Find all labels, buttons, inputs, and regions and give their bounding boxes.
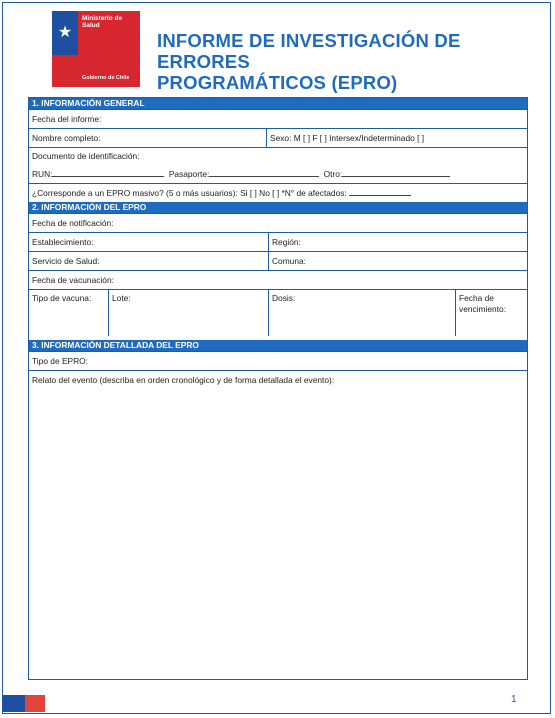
- section-3-heading: 3. INFORMACIÓN DETALLADA DEL EPRO: [29, 340, 527, 351]
- pasaporte-input-line[interactable]: [209, 167, 319, 177]
- relato-field[interactable]: [29, 370, 527, 679]
- region-field[interactable]: [268, 233, 527, 251]
- dosis-label: Dosis:: [272, 293, 296, 303]
- logo-line2: Salud: [82, 22, 100, 29]
- page-title: [157, 30, 537, 93]
- logo-red-block: [52, 55, 78, 87]
- fecha-informe-field[interactable]: [29, 109, 527, 128]
- fecha-vacunacion-label: Fecha de vacunación:: [32, 275, 114, 285]
- epro-form: [28, 97, 528, 680]
- tipo-vacuna-field[interactable]: [29, 290, 108, 336]
- region-label: Región:: [272, 237, 301, 247]
- tipo-vacuna-label: Tipo de vacuna:: [32, 293, 92, 303]
- documento-row: [29, 147, 527, 165]
- otro-input-line[interactable]: [342, 167, 450, 177]
- masivo-row: [29, 183, 527, 202]
- otro-label: Otro:: [323, 169, 343, 179]
- ministerio-logo: [52, 11, 140, 87]
- servicio-row: [29, 251, 527, 270]
- logo-line1: Ministerio de: [82, 15, 123, 22]
- establecimiento-row: [29, 232, 527, 251]
- section-1-heading: 1. INFORMACIÓN GENERAL: [29, 98, 527, 109]
- sexo-field[interactable]: [266, 129, 527, 147]
- nombre-label: Nombre completo:: [32, 133, 101, 143]
- establecimiento-field[interactable]: [29, 233, 268, 251]
- establecimiento-label: Establecimiento:: [32, 237, 94, 247]
- masivo-label: ¿Corresponde a un EPRO masivo? (5 o más usuarios): Si [ ] No [ ] *N° de afectados:: [32, 188, 347, 198]
- documento-label: Documento de identificación:: [32, 151, 140, 161]
- servicio-field[interactable]: [29, 252, 268, 270]
- logo-bottom-text: Gobierno de Chile: [82, 75, 130, 81]
- fecha-vencimiento-field[interactable]: [455, 290, 527, 336]
- star-icon: ★: [57, 24, 73, 41]
- fecha-venc-label-1: Fecha de: [459, 293, 494, 303]
- run-row: [29, 165, 527, 183]
- afectados-input-line[interactable]: [349, 186, 411, 196]
- page-number: 1: [511, 694, 517, 705]
- footer-blue-block: [3, 695, 25, 712]
- footer-red-block: [25, 695, 45, 712]
- section-2-heading: 2. INFORMACIÓN DEL EPRO: [29, 202, 527, 213]
- run-label: RUN:: [32, 169, 53, 179]
- nombre-sexo-row: [29, 128, 527, 147]
- comuna-field[interactable]: [268, 252, 527, 270]
- pasaporte-label: Pasaporte:: [168, 169, 210, 179]
- nombre-field[interactable]: [29, 129, 266, 147]
- lote-label: Lote:: [112, 293, 131, 303]
- fecha-vacunacion-field[interactable]: [29, 270, 527, 289]
- logo-red-panel: [78, 11, 140, 87]
- servicio-label: Servicio de Salud:: [32, 256, 100, 266]
- tipo-epro-field[interactable]: [29, 351, 527, 370]
- fecha-venc-label-2: vencimiento:: [459, 304, 507, 314]
- comuna-label: Comuna:: [272, 256, 306, 266]
- lote-field[interactable]: [108, 290, 268, 336]
- run-input-line[interactable]: [52, 167, 164, 177]
- relato-label: Relato del evento (describa en orden cronológico y de forma detallada el evento):: [32, 375, 335, 385]
- title-line-2: PROGRAMÁTICOS (EPRO): [157, 72, 398, 93]
- fecha-notificacion-field[interactable]: [29, 213, 527, 232]
- dosis-field[interactable]: [268, 290, 455, 336]
- tipo-epro-label: Tipo de EPRO:: [32, 356, 89, 366]
- vacuna-row: [29, 289, 527, 336]
- title-line-1: INFORME DE INVESTIGACIÓN DE ERRORES: [157, 30, 461, 72]
- fecha-notificacion-label: Fecha de notificación:: [32, 218, 114, 228]
- fecha-informe-label: Fecha del informe:: [32, 114, 102, 124]
- sexo-label: Sexo: M [ ] F [ ] Intersex/Indeterminado [ ]: [270, 133, 425, 143]
